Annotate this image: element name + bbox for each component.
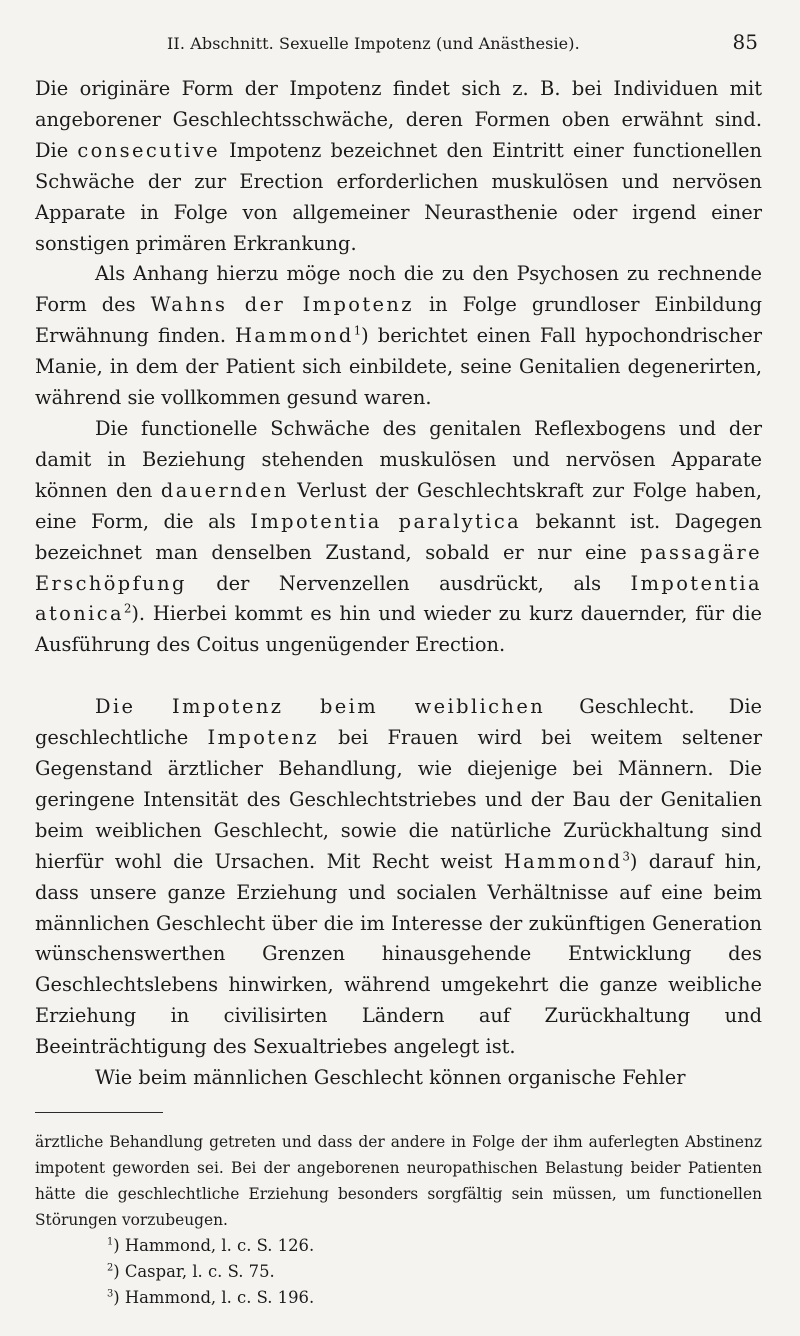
- author-name: Hammond: [503, 849, 623, 873]
- paragraph-wahn-der-impotenz: [35, 259, 762, 414]
- paragraph-originaere-impotenz: [35, 74, 762, 259]
- running-head: II. Abschnitt. Sexuelle Impotenz (und Anästhesie).: [167, 34, 580, 53]
- text-run: Geschlecht. Die geschlechtliche: [35, 695, 762, 750]
- spaced-emphasis: Wahns der Impotenz: [150, 293, 414, 317]
- footnote-divider: [35, 1112, 163, 1113]
- footnotes: [35, 1129, 762, 1311]
- footnote-2: [107, 1259, 762, 1285]
- page-header: [35, 30, 762, 56]
- text-run: der Nervenzellen ausdrückt, als: [186, 571, 631, 595]
- spaced-emphasis: passagäre Erschöpfung: [35, 540, 762, 595]
- spaced-emphasis: Impotenz: [207, 726, 319, 750]
- footnote-continuation: ärztliche Behandlung getreten und dass der andere in Folge der ihm auferlegten Abstinenz impotent geworden sei. Bei der angeborenen neuropathischen Belastung beider Patienten hätte die geschlechtliche Erziehung besonders sorgfältig sein müssen, um functionellen Störungen vorzubeugen.: [35, 1133, 762, 1229]
- text-run: Wie beim männlichen Geschlecht können organische Fehler: [95, 1066, 686, 1090]
- text-run: Impotenz bezeichnet den Eintritt einer functionellen Schwäche der zur Erection erforderlichen muskulösen und nervösen Apparate in Folge von allgemeiner Neurasthenie oder irgend einer sonstigen primären Erkrankung.: [35, 138, 762, 255]
- text-run: Als Anhang hierzu möge noch die zu den Psychosen zu rechnende Form des: [35, 262, 762, 317]
- footnote-1: [107, 1233, 762, 1259]
- footnote-3: [107, 1285, 762, 1311]
- text-run: ) berichtet einen Fall hypochondrischer Manie, in dem der Patient sich einbildete, seine Genitalien degenerirten, während sie vollkommen gesund waren.: [35, 324, 762, 410]
- text-run: in Folge grundloser Einbildung Erwähnung finden.: [35, 293, 762, 348]
- spaced-emphasis: dauernden: [160, 478, 289, 502]
- footnote-marker: 1: [353, 323, 362, 338]
- text-run: ) darauf hin, dass unsere ganze Erziehung und socialen Verhältnisse auf eine beim männlichen Geschlecht über die im Interesse der zukünftigen Generation wünschenswerthen Grenzen hinausgehende Entwicklung des Geschlechtslebens hinwirken, während umgekehrt die ganze weibliche Erziehung in civilisirten Ländern auf Zurückhaltung und Beeinträchtigung des Sexualtriebes angelegt ist.: [35, 849, 763, 1059]
- text-run: bekannt ist. Dagegen bezeichnet man denselben Zustand, sobald er nur eine: [35, 509, 762, 564]
- paragraph-weibliches-geschlecht: [35, 692, 762, 1063]
- footnote-marker: 2: [123, 601, 132, 616]
- body-text: [35, 74, 762, 1094]
- footnote-mark: 1: [107, 1236, 114, 1248]
- text-run: Verlust der Geschlechtskraft zur Folge haben, eine Form, die als: [35, 478, 762, 533]
- spaced-emphasis: Impotentia paralytica: [250, 509, 522, 533]
- text-run: bei Frauen wird bei weitem seltener Gegenstand ärztlicher Behandlung, wie diejenige bei Männern. Die geringene Intensität des Geschlechtstriebes und der Bau der Genitalien beim weiblichen Geschlecht, sowie die natürliche Zurückhaltung sind hierfür wohl die Ursachen. Mit Recht weist: [35, 726, 763, 873]
- footnote-references: [107, 1233, 762, 1311]
- spaced-emphasis: Impotentia atonica: [35, 571, 762, 626]
- spaced-emphasis: consecutive: [77, 138, 221, 162]
- text-run: Die functionelle Schwäche des genitalen Reflexbogens und der damit in Beziehung stehenden muskulösen und nervösen Apparate können den: [35, 416, 762, 502]
- paragraph-functionelle-schwaeche: [35, 414, 762, 661]
- text-run: Die originäre Form der Impotenz findet sich z. B. bei Individuen mit angeborener Geschlechtsschwäche, deren Formen oben erwähnt sind. Die: [35, 77, 762, 162]
- section-heading-spaced: Die Impotenz beim weiblichen: [95, 695, 546, 719]
- footnote-marker: 3: [622, 849, 630, 864]
- footnote-text: ) Hammond, l. c. S. 126.: [113, 1236, 315, 1255]
- paragraph-organische-fehler: [35, 1063, 762, 1094]
- footnote-text: ) Hammond, l. c. S. 196.: [113, 1288, 315, 1307]
- footnote-text: ) Caspar, l. c. S. 75.: [113, 1262, 275, 1281]
- author-name: Hammond: [235, 324, 354, 348]
- footnote-mark: 3: [107, 1288, 114, 1300]
- page-number: 85: [732, 30, 758, 54]
- footnote-mark: 2: [107, 1262, 114, 1274]
- text-run: ). Hierbei kommt es hin und wieder zu kurz dauernder, für die Ausführung des Coitus ungenügender Erection.: [35, 602, 762, 657]
